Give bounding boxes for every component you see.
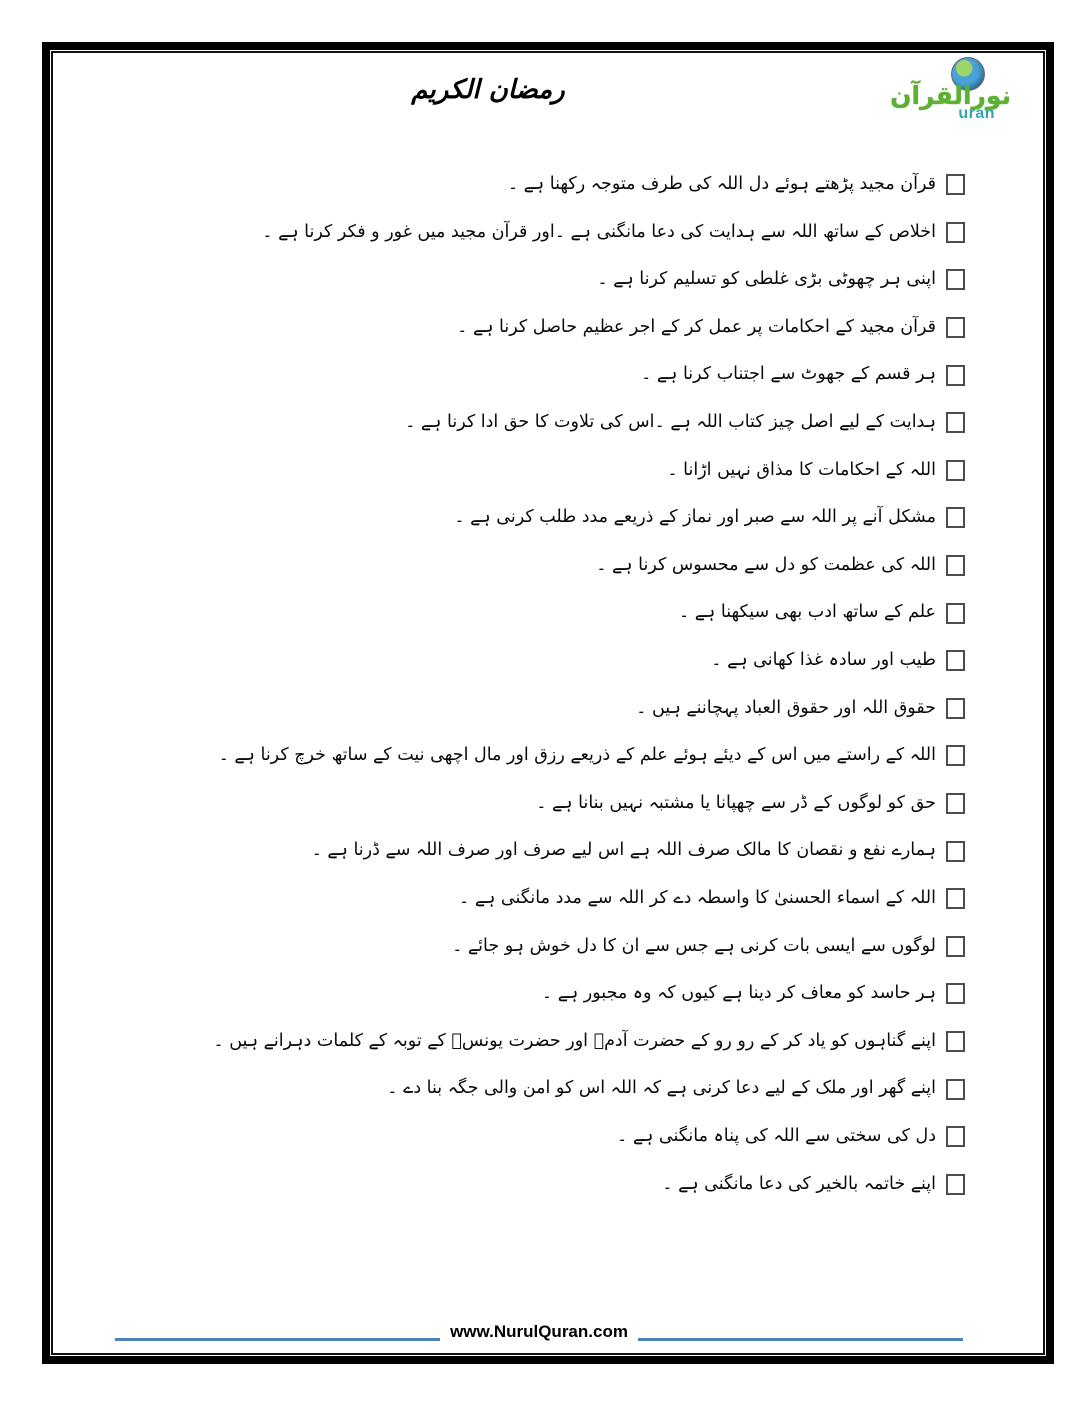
checklist-item: [65, 827, 965, 875]
logo-latin-text: uran: [958, 105, 995, 122]
checkbox-icon[interactable]: [946, 317, 965, 338]
checklist-item: [65, 542, 965, 590]
checkbox-icon[interactable]: [946, 460, 965, 481]
checkbox-icon[interactable]: [946, 1174, 965, 1195]
checklist-item-text: اپنی ہر چھوٹی بڑی غلطی کو تسلیم کرنا ہے ۔: [597, 269, 936, 290]
checklist-item-text: مشکل آنے پر اللہ سے صبر اور نماز کے ذریعے مدد طلب کرنی ہے ۔: [454, 507, 936, 528]
footer: [53, 1319, 1043, 1345]
checklist-item-text: علم کے ساتھ ادب بھی سیکھنا ہے ۔: [678, 602, 936, 623]
footer-rule-right: [638, 1338, 963, 1341]
checklist-item-text: اپنے گھر اور ملک کے لیے دعا کرنی ہے کہ اللہ اس کو امن والی جگہ بنا دے ۔: [387, 1078, 936, 1099]
checklist-item: [65, 589, 965, 637]
checklist-item: [65, 685, 965, 733]
checklist-item: [65, 1018, 965, 1066]
checkbox-icon[interactable]: [946, 269, 965, 290]
checkbox-icon[interactable]: [946, 603, 965, 624]
checkbox-icon[interactable]: [946, 745, 965, 766]
checklist-item: [65, 1065, 965, 1113]
checklist-item: [65, 304, 965, 352]
checklist-item: [65, 732, 965, 780]
checklist-item-text: ہمارے نفع و نقصان کا مالک صرف اللہ ہے اس لیے صرف اور صرف اللہ سے ڈرنا ہے ۔: [311, 840, 936, 861]
checklist-item: [65, 447, 965, 495]
checklist-item-text: قرآن مجید پڑھتے ہوئے دل اللہ کی طرف متوجہ رکھنا ہے ۔: [507, 174, 936, 195]
page-inner-frame: [51, 51, 1045, 1355]
footer-rule-left: [115, 1338, 440, 1341]
checklist-item: [65, 637, 965, 685]
checklist-item: [65, 1160, 965, 1208]
checklist-item-text: ہر حاسد کو معاف کر دینا ہے کیوں کہ وہ مجبور ہے ۔: [541, 983, 936, 1004]
checkbox-icon[interactable]: [946, 936, 965, 957]
checklist-item-text: اللہ کے احکامات کا مذاق نہیں اڑانا ۔: [667, 459, 936, 480]
checkbox-icon[interactable]: [946, 1079, 965, 1100]
page-title: رمضان الکریم: [411, 75, 565, 105]
checklist-item: [65, 780, 965, 828]
checklist-item-text: اخلاص کے ساتھ اللہ سے ہدایت کی دعا مانگنی ہے ۔اور قرآن مجید میں غور و فکر کرنا ہے ۔: [262, 221, 936, 242]
checkbox-icon[interactable]: [946, 888, 965, 909]
checklist-item-text: اپنے خاتمہ بالخیر کی دعا مانگنی ہے ۔: [662, 1173, 936, 1194]
checklist-item-text: لوگوں سے ایسی بات کرنی ہے جس سے ان کا دل خوش ہو جائے ۔: [452, 935, 936, 956]
checklist-item-text: طیب اور سادہ غذا کھانی ہے ۔: [711, 649, 936, 670]
checkbox-icon[interactable]: [946, 650, 965, 671]
checkbox-icon[interactable]: [946, 698, 965, 719]
checklist-item: [65, 209, 965, 257]
checklist-item: [65, 256, 965, 304]
checkbox-icon[interactable]: [946, 793, 965, 814]
checkbox-icon[interactable]: [946, 222, 965, 243]
checklist-item-text: اللہ کی عظمت کو دل سے محسوس کرنا ہے ۔: [596, 554, 936, 575]
checklist-item-text: اپنے گناہوں کو یاد کر کے رو رو کے حضرت آدمؑ اور حضرت یونسؑ کے توبہ کے کلمات دہرانے ہیں ۔: [213, 1030, 936, 1051]
checklist-item: [65, 875, 965, 923]
checklist-item-text: قرآن مجید کے احکامات پر عمل کر کے اجر عظیم حاصل کرنا ہے ۔: [457, 316, 936, 337]
checklist-item: [65, 1113, 965, 1161]
nurulquran-logo: [890, 57, 1011, 135]
checkbox-icon[interactable]: [946, 841, 965, 862]
checklist-item-text: دل کی سختی سے اللہ کی پناہ مانگنی ہے ۔: [617, 1125, 936, 1146]
footer-link[interactable]: www.NurulQuran.com: [450, 1322, 628, 1341]
logo-urdu-text: نورالقرآن: [890, 81, 1011, 110]
checklist: [65, 161, 965, 1208]
checklist-item-text: ہر قسم کے جھوٹ سے اجتناب کرنا ہے ۔: [641, 364, 936, 385]
checklist-item-text: اللہ کے راستے میں اس کے دیئے ہوئے علم کے ذریعے رزق اور مال اچھی نیت کے ساتھ خرچ کرنا ہے ۔: [218, 745, 936, 766]
checklist-item: [65, 970, 965, 1018]
checklist-item-text: اللہ کے اسماء الحسنیٰ کا واسطہ دے کر اللہ سے مدد مانگنی ہے ۔: [459, 887, 936, 908]
checkbox-icon[interactable]: [946, 555, 965, 576]
checkbox-icon[interactable]: [946, 365, 965, 386]
checkbox-icon[interactable]: [946, 507, 965, 528]
page-frame: [42, 42, 1054, 1364]
checklist-item-text: حق کو لوگوں کے ڈر سے چھپانا یا مشتبہ نہیں بنانا ہے ۔: [536, 792, 936, 813]
checklist-item-text: حقوق اللہ اور حقوق العباد پہچاننے ہیں ۔: [636, 697, 936, 718]
checkbox-icon[interactable]: [946, 1126, 965, 1147]
checklist-item: [65, 923, 965, 971]
checklist-item: [65, 161, 965, 209]
checklist-item-text: ہدایت کے لیے اصل چیز کتاب اللہ ہے ۔اس کی تلاوت کا حق ادا کرنا ہے ۔: [405, 412, 936, 433]
checkbox-icon[interactable]: [946, 412, 965, 433]
checkbox-icon[interactable]: [946, 1031, 965, 1052]
checkbox-icon[interactable]: [946, 174, 965, 195]
checklist-item: [65, 351, 965, 399]
checklist-item: [65, 494, 965, 542]
checklist-item: [65, 399, 965, 447]
checkbox-icon[interactable]: [946, 983, 965, 1004]
